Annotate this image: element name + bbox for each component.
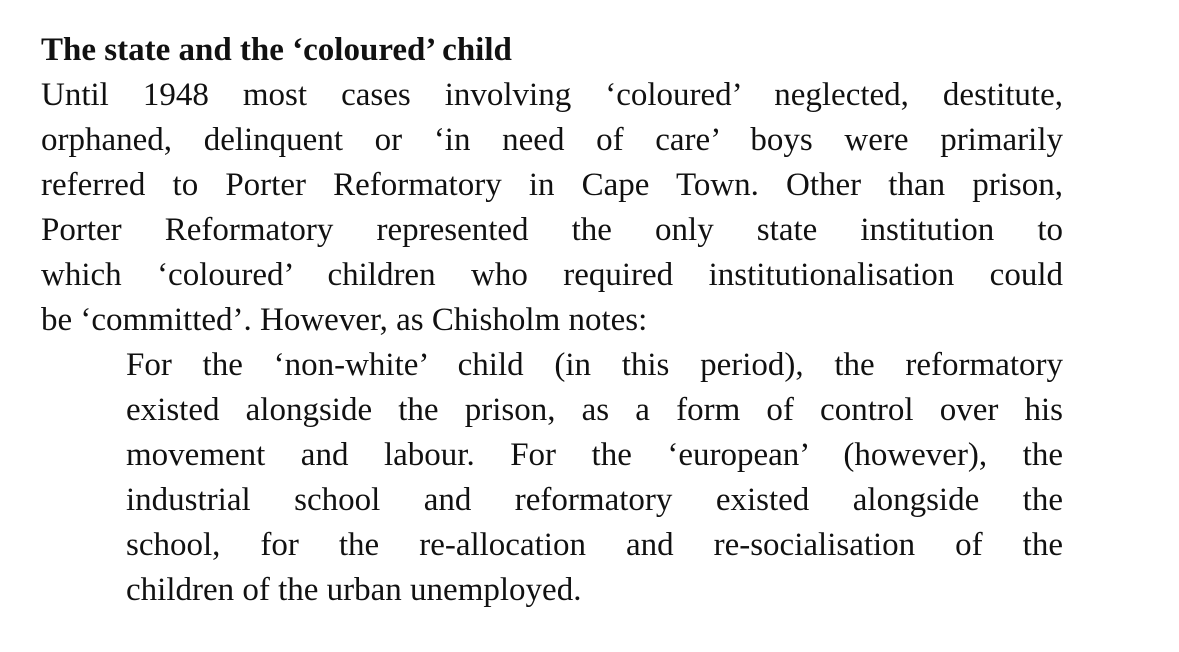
paragraph-line: be ‘committed’. However, as Chisholm notes: <box>41 302 648 338</box>
paragraph-line: which ‘coloured’ children who required institutionalisation could <box>41 257 1063 293</box>
quote-line: existed alongside the prison, as a form of control over his <box>126 392 1063 428</box>
quote-line: For the ‘non-white’ child (in this period), the reformatory <box>126 347 1063 383</box>
quote-line: school, for the re-allocation and re-socialisation of the <box>126 527 1063 563</box>
body-paragraph <box>41 73 1063 343</box>
quote-line: movement and labour. For the ‘european’ (however), the <box>126 437 1063 473</box>
quote-line: industrial school and reformatory existed alongside the <box>126 482 1063 518</box>
section-heading: The state and the ‘coloured’ child <box>41 32 512 68</box>
quote-line: children of the urban unemployed. <box>126 572 582 608</box>
paragraph-line: Until 1948 most cases involving ‘coloured’ neglected, destitute, <box>41 77 1063 113</box>
paragraph-line: Porter Reformatory represented the only state institution to <box>41 212 1063 248</box>
paragraph-line: referred to Porter Reformatory in Cape Town. Other than prison, <box>41 167 1063 203</box>
block-quote <box>126 343 1063 613</box>
paragraph-line: orphaned, delinquent or ‘in need of care’ boys were primarily <box>41 122 1063 158</box>
document-page <box>41 28 1063 613</box>
